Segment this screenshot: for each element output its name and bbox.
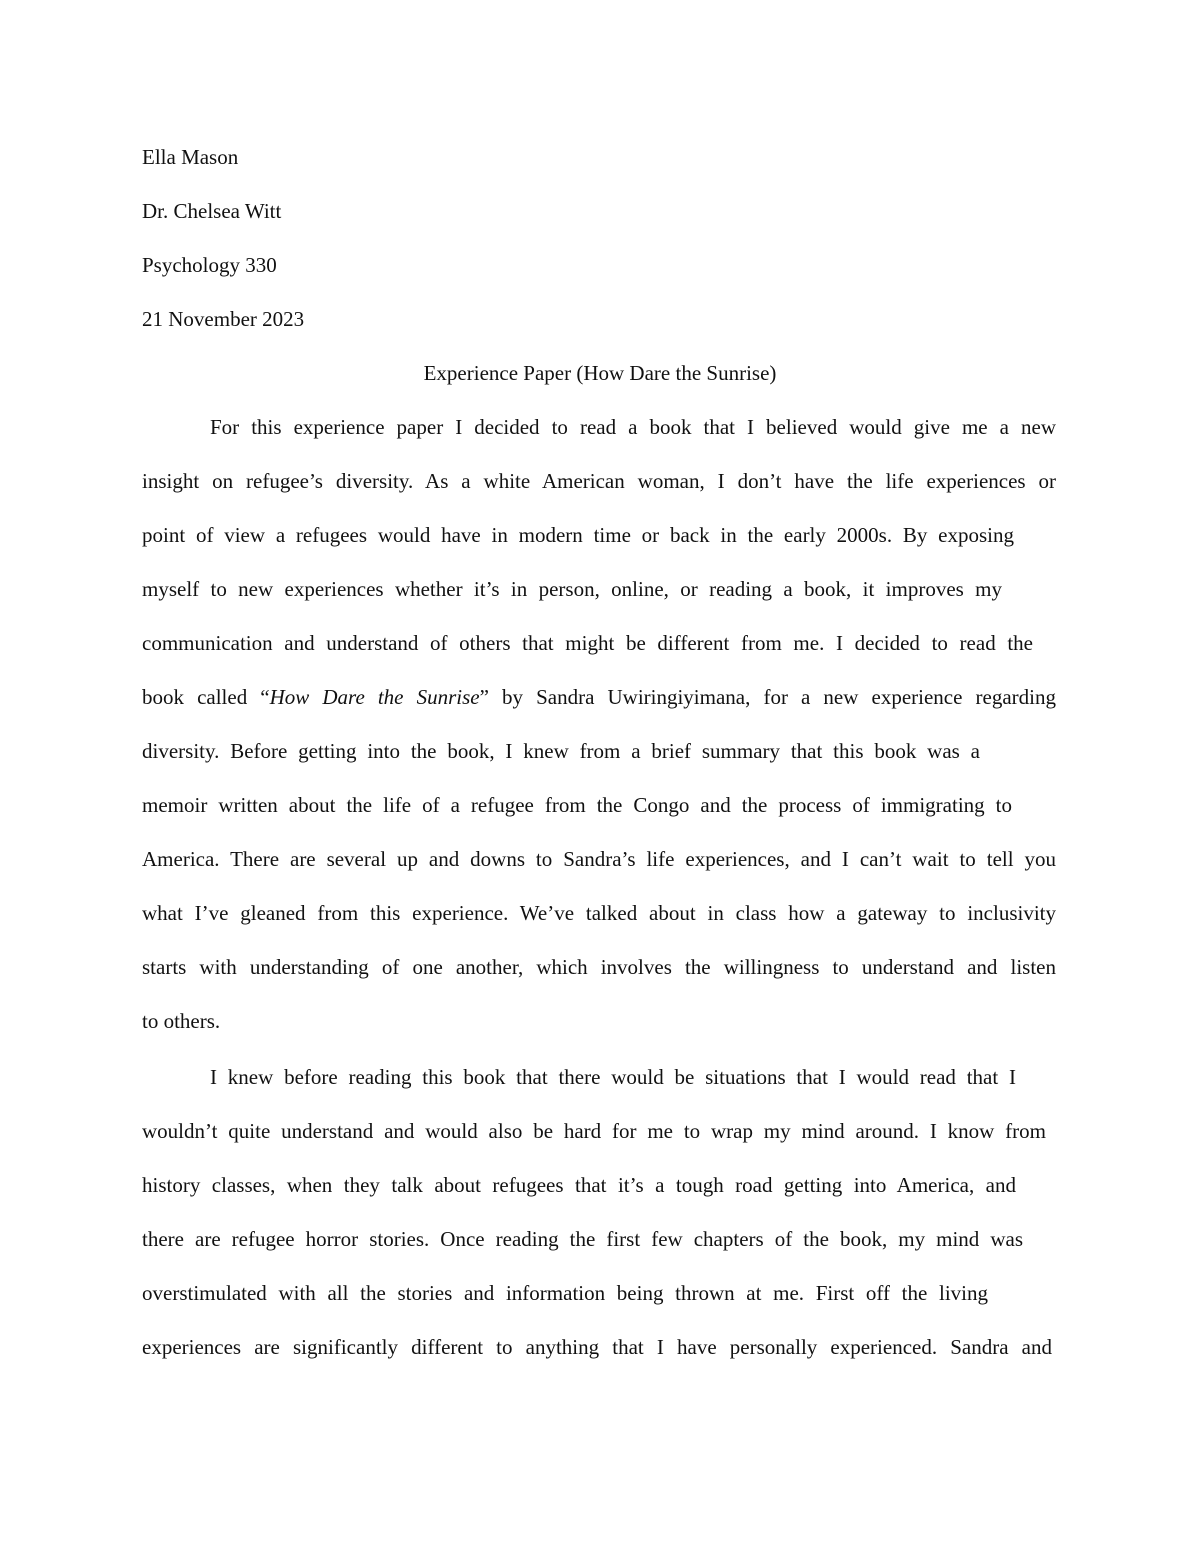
paragraph-1-line-7: diversity. Before getting into the book, I knew from a brief summary that this book was a (142, 739, 980, 763)
text-segment: book called “ (142, 685, 270, 709)
paragraph-1-line-11: starts with understanding of one another, which involves the willingness to understand and listen (142, 955, 1056, 979)
paragraph-1-line-2: insight on refugee’s diversity. As a white American woman, I don’t have the life experiences or (142, 469, 1056, 493)
paragraph-1-line-12: to others. (142, 1009, 221, 1033)
paper-title: Experience Paper (How Dare the Sunrise) (423, 361, 777, 385)
paragraph-1-line-5: communication and understand of others that might be different from me. I decided to read the (142, 631, 1033, 655)
paragraph-1-line-6 (142, 687, 1056, 708)
paragraph-1-line-8: memoir written about the life of a refugee from the Congo and the process of immigrating to (142, 793, 1012, 817)
paragraph-1-line-1: For this experience paper I decided to read a book that I believed would give me a new (210, 415, 1056, 439)
paragraph-1-line-3: point of view a refugees would have in modern time or back in the early 2000s. By exposing (142, 523, 1014, 547)
paragraph-2-line-4: there are refugee horror stories. Once reading the first few chapters of the book, my mind was (142, 1227, 1023, 1251)
paragraph-2-line-1: I knew before reading this book that there would be situations that I would read that I (210, 1065, 1016, 1089)
paragraph-1-line-4: myself to new experiences whether it’s in person, online, or reading a book, it improves my (142, 577, 1002, 601)
paragraph-2-line-3: history classes, when they talk about refugees that it’s a tough road getting into America, and (142, 1173, 1016, 1197)
paragraph-2-line-6: experiences are significantly different to anything that I have personally experienced. Sandra and (142, 1335, 1052, 1359)
author-name: Ella Mason (142, 145, 239, 169)
paper-date: 21 November 2023 (142, 307, 305, 331)
paragraph-2-line-5: overstimulated with all the stories and information being thrown at me. First off the living (142, 1281, 988, 1305)
text-segment: ” by Sandra Uwiringiyimana, for a new experience regarding (479, 685, 1056, 709)
paragraph-1-line-9: America. There are several up and downs to Sandra’s life experiences, and I can’t wait to tell you (142, 847, 1056, 871)
course-name: Psychology 330 (142, 253, 277, 277)
paragraph-2-line-2: wouldn’t quite understand and would also be hard for me to wrap my mind around. I know from (142, 1119, 1046, 1143)
instructor-name: Dr. Chelsea Witt (142, 199, 282, 223)
paragraph-1-line-10: what I’ve gleaned from this experience. We’ve talked about in class how a gateway to inclusivity (142, 901, 1056, 925)
book-title-italic: How Dare the Sunrise (269, 685, 480, 709)
